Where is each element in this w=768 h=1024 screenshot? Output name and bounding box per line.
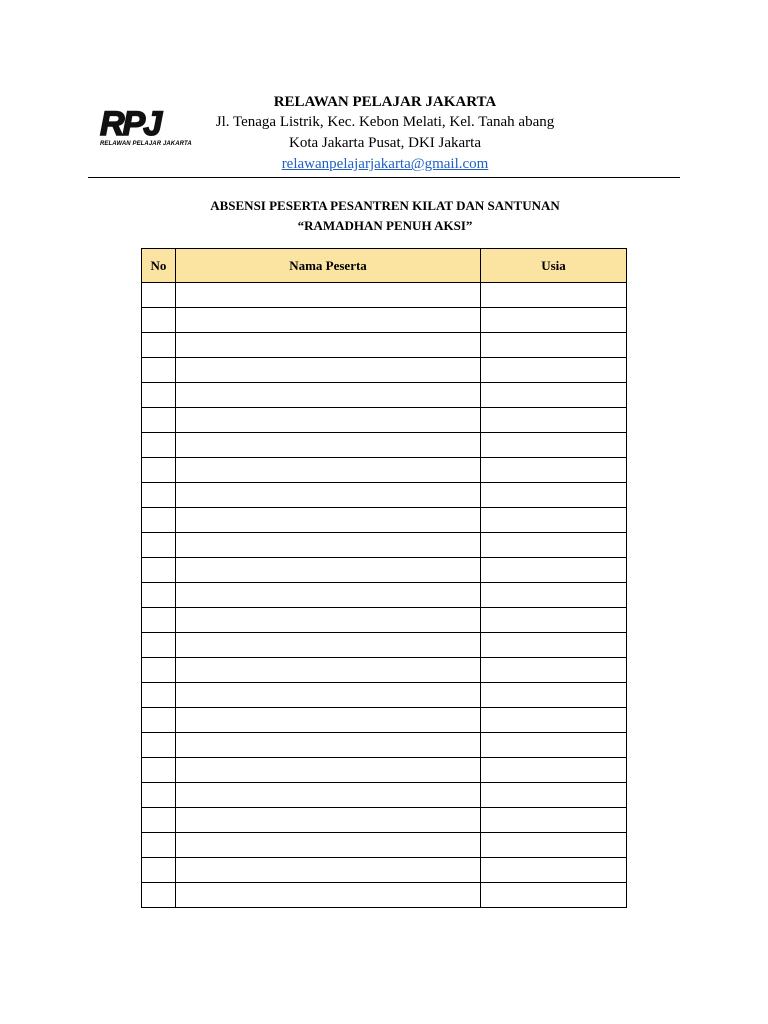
title-line-1: ABSENSI PESERTA PESANTREN KILAT DAN SANTUNAN [210, 198, 560, 213]
cell-name[interactable] [176, 658, 481, 683]
cell-name[interactable] [176, 508, 481, 533]
cell-no[interactable] [142, 683, 176, 708]
cell-name[interactable] [176, 433, 481, 458]
cell-age[interactable] [481, 508, 627, 533]
document-title [100, 196, 670, 236]
email-link[interactable]: relawanpelajarjakarta@gmail.com [281, 156, 489, 172]
cell-no[interactable] [142, 283, 176, 308]
table-body [142, 283, 627, 908]
table-row [142, 333, 627, 358]
table-row [142, 708, 627, 733]
table-row [142, 458, 627, 483]
cell-no[interactable] [142, 858, 176, 883]
cell-name[interactable] [176, 533, 481, 558]
cell-age[interactable] [481, 383, 627, 408]
table-row [142, 658, 627, 683]
cell-age[interactable] [481, 308, 627, 333]
address-line-2: Kota Jakarta Pusat, DKI Jakarta [288, 135, 482, 151]
cell-name[interactable] [176, 458, 481, 483]
cell-name[interactable] [176, 383, 481, 408]
table-row [142, 733, 627, 758]
logo-tagline: RELAWAN PELAJAR JAKARTA [100, 141, 192, 147]
cell-name[interactable] [176, 358, 481, 383]
column-header-age: Usia [481, 249, 627, 283]
cell-age[interactable] [481, 583, 627, 608]
table-header-row [142, 249, 627, 283]
letterhead-divider [88, 177, 680, 178]
table-row [142, 433, 627, 458]
cell-no[interactable] [142, 508, 176, 533]
cell-age[interactable] [481, 683, 627, 708]
rpj-logo-mark [98, 104, 190, 140]
table-row [142, 358, 627, 383]
table-row [142, 858, 627, 883]
cell-age[interactable] [481, 333, 627, 358]
table-row [142, 408, 627, 433]
cell-name[interactable] [176, 583, 481, 608]
cell-age[interactable] [481, 858, 627, 883]
cell-age[interactable] [481, 783, 627, 808]
table-row [142, 483, 627, 508]
column-header-name: Nama Peserta [176, 249, 481, 283]
letterhead [190, 92, 580, 175]
table-row [142, 508, 627, 533]
cell-no[interactable] [142, 783, 176, 808]
cell-age[interactable] [481, 358, 627, 383]
cell-name[interactable] [176, 733, 481, 758]
cell-age[interactable] [481, 433, 627, 458]
cell-age[interactable] [481, 658, 627, 683]
cell-name[interactable] [176, 408, 481, 433]
cell-age[interactable] [481, 758, 627, 783]
cell-age[interactable] [481, 608, 627, 633]
cell-name[interactable] [176, 608, 481, 633]
cell-no[interactable] [142, 833, 176, 858]
cell-no[interactable] [142, 758, 176, 783]
attendance-table [141, 248, 627, 908]
cell-name[interactable] [176, 833, 481, 858]
cell-no[interactable] [142, 583, 176, 608]
cell-no[interactable] [142, 533, 176, 558]
cell-no[interactable] [142, 883, 176, 908]
cell-age[interactable] [481, 633, 627, 658]
table-row [142, 758, 627, 783]
cell-name[interactable] [176, 308, 481, 333]
cell-name[interactable] [176, 858, 481, 883]
table-row [142, 683, 627, 708]
table-row [142, 633, 627, 658]
table-row [142, 533, 627, 558]
title-line-2: “RAMADHAN PENUH AKSI” [297, 218, 473, 233]
table-row [142, 583, 627, 608]
cell-name[interactable] [176, 333, 481, 358]
column-header-no: No [142, 249, 176, 283]
table-row [142, 608, 627, 633]
cell-no[interactable] [142, 808, 176, 833]
cell-name[interactable] [176, 708, 481, 733]
address-line-1: Jl. Tenaga Listrik, Kec. Kebon Melati, Kel. Tanah abang [215, 114, 555, 130]
cell-name[interactable] [176, 633, 481, 658]
cell-no[interactable] [142, 333, 176, 358]
cell-no[interactable] [142, 633, 176, 658]
table-row [142, 558, 627, 583]
cell-no[interactable] [142, 708, 176, 733]
table-row [142, 883, 627, 908]
cell-name[interactable] [176, 883, 481, 908]
cell-age[interactable] [481, 458, 627, 483]
cell-age[interactable] [481, 708, 627, 733]
cell-name[interactable] [176, 808, 481, 833]
logo-mark-text: RPJ [100, 105, 161, 140]
table-row [142, 308, 627, 333]
cell-name[interactable] [176, 483, 481, 508]
table-row [142, 383, 627, 408]
organization-name: RELAWAN PELAJAR JAKARTA [273, 94, 497, 110]
cell-name[interactable] [176, 558, 481, 583]
cell-no[interactable] [142, 658, 176, 683]
cell-age[interactable] [481, 833, 627, 858]
cell-no[interactable] [142, 408, 176, 433]
cell-age[interactable] [481, 558, 627, 583]
table-row [142, 283, 627, 308]
table-row [142, 783, 627, 808]
cell-no[interactable] [142, 608, 176, 633]
cell-age[interactable] [481, 808, 627, 833]
cell-age[interactable] [481, 483, 627, 508]
table-row [142, 833, 627, 858]
organization-logo [98, 104, 196, 152]
cell-age[interactable] [481, 733, 627, 758]
cell-no[interactable] [142, 733, 176, 758]
cell-no[interactable] [142, 433, 176, 458]
cell-no[interactable] [142, 308, 176, 333]
cell-name[interactable] [176, 758, 481, 783]
cell-no[interactable] [142, 383, 176, 408]
cell-age[interactable] [481, 283, 627, 308]
cell-age[interactable] [481, 533, 627, 558]
cell-no[interactable] [142, 483, 176, 508]
table-row [142, 808, 627, 833]
cell-no[interactable] [142, 458, 176, 483]
cell-no[interactable] [142, 558, 176, 583]
cell-age[interactable] [481, 408, 627, 433]
cell-age[interactable] [481, 883, 627, 908]
cell-name[interactable] [176, 683, 481, 708]
cell-no[interactable] [142, 358, 176, 383]
cell-name[interactable] [176, 783, 481, 808]
cell-name[interactable] [176, 283, 481, 308]
